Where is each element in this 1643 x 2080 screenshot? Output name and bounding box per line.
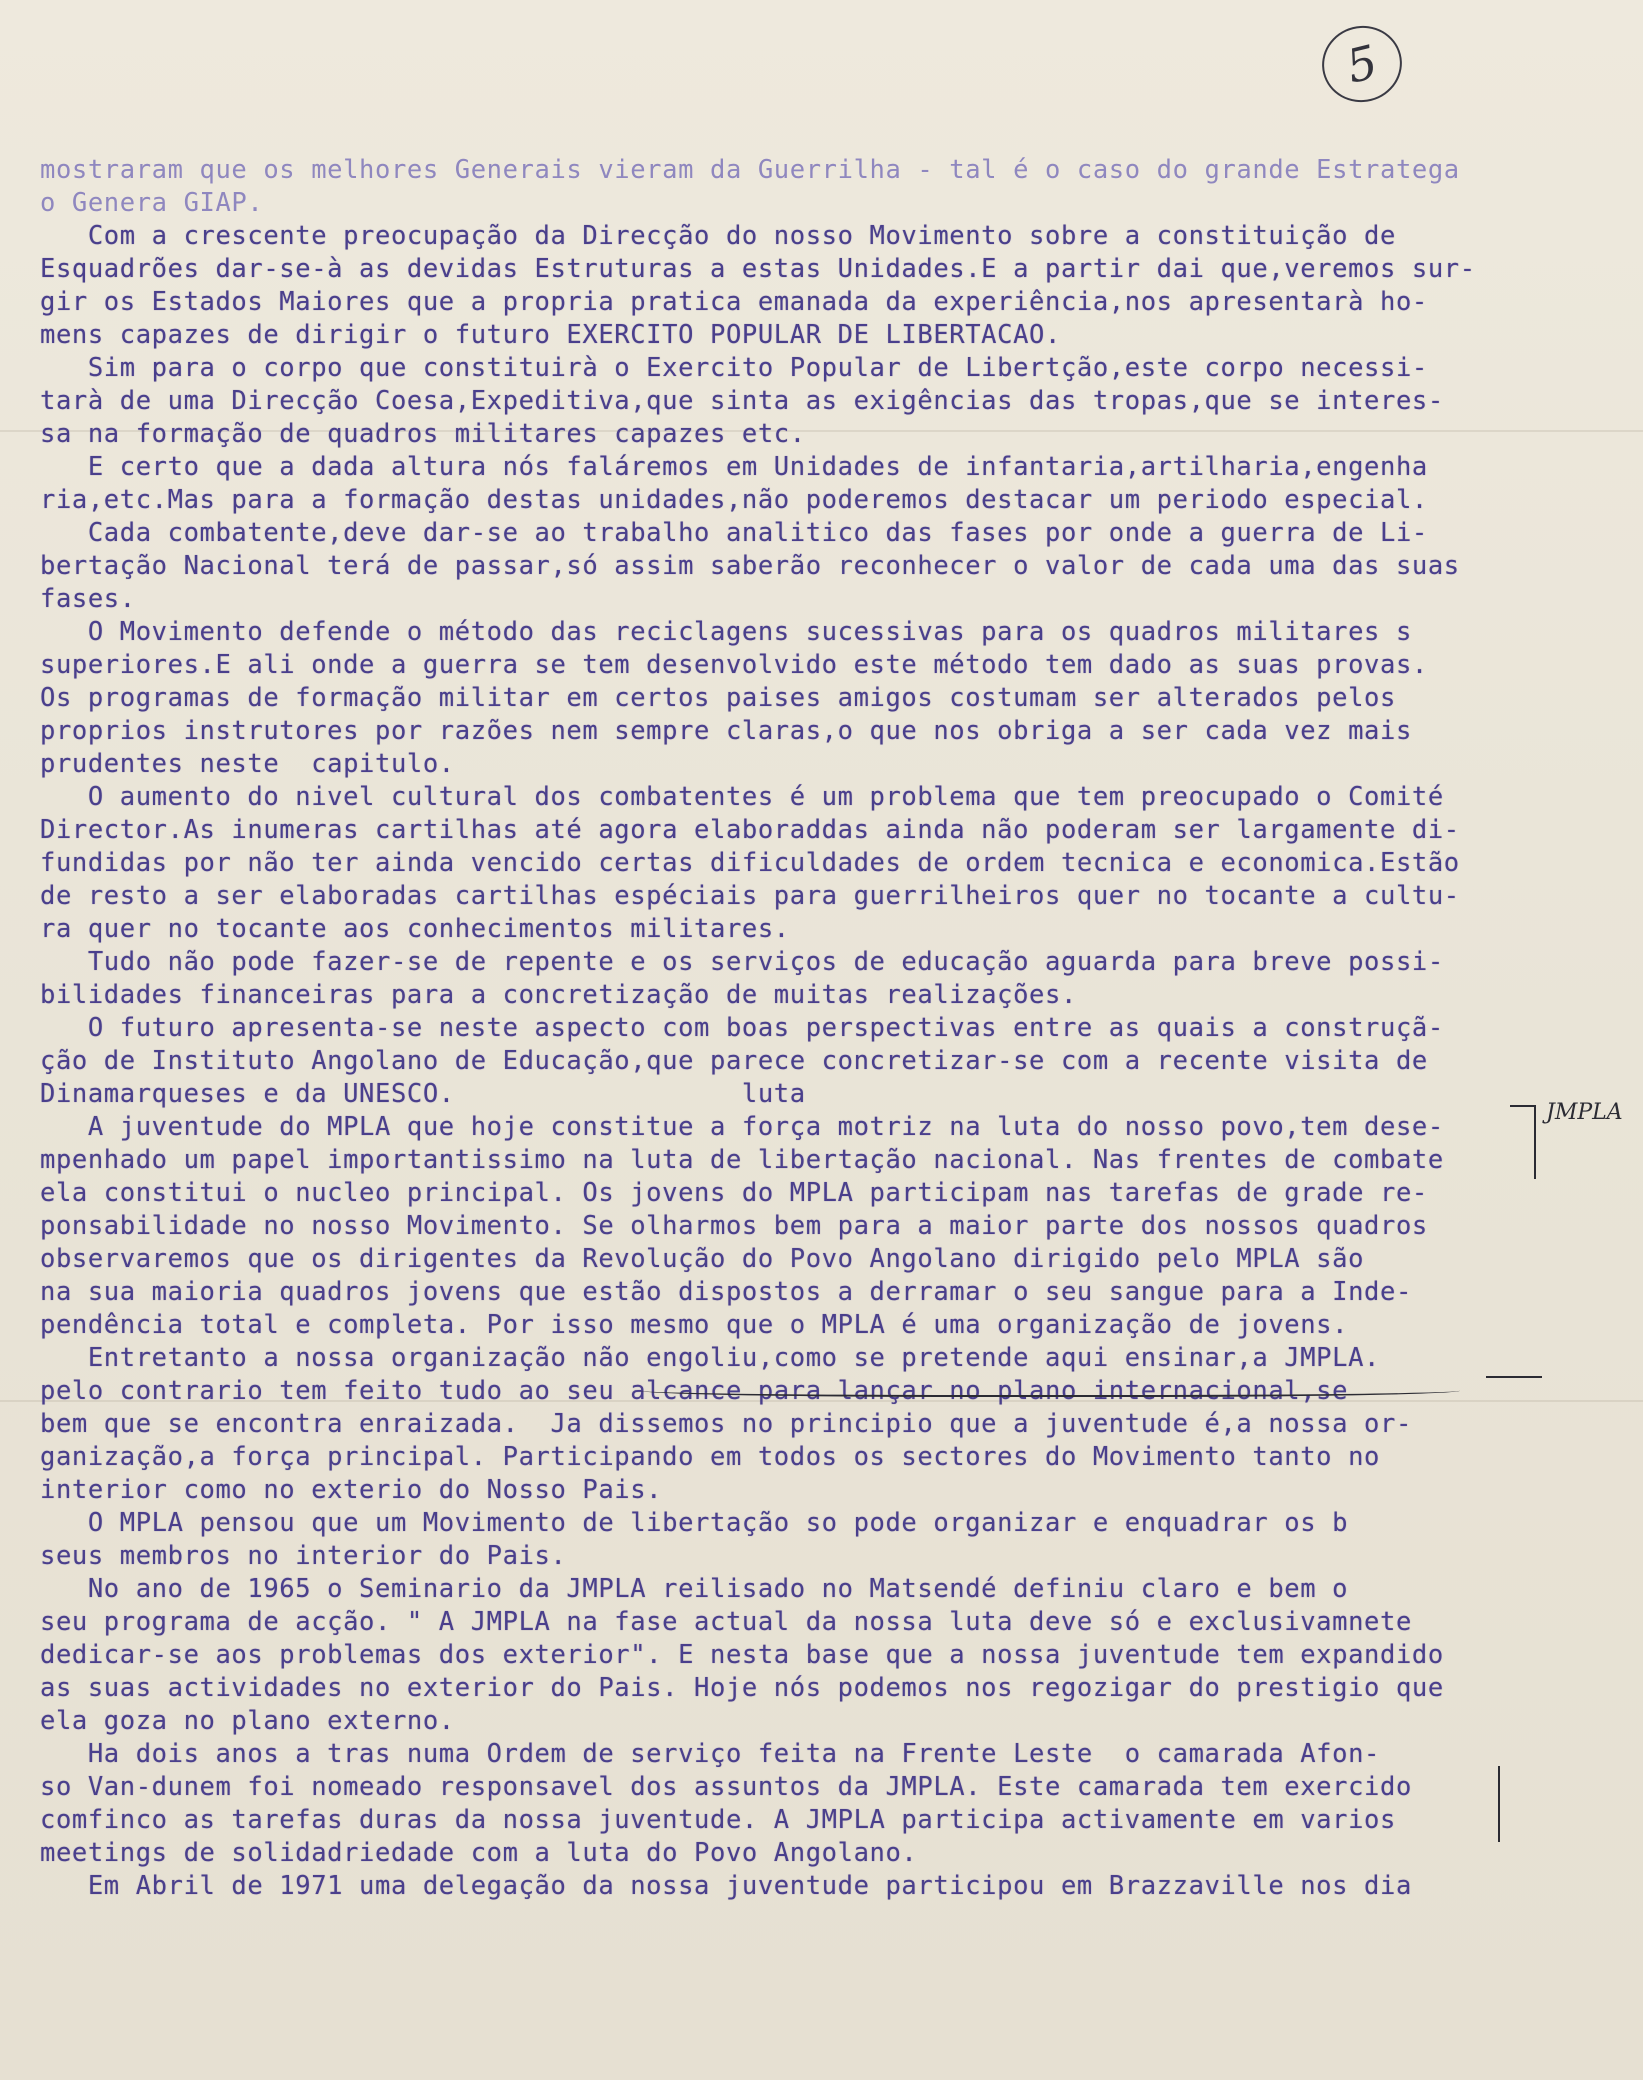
typed-line: Director.As inumeras cartilhas até agora elaboraddas ainda não poderam ser largamente di-: [40, 815, 1460, 845]
typed-line: ria,etc.Mas para a formação destas unidades,não poderemos destacar um periodo especial.: [40, 485, 1428, 515]
typed-line: bertação Nacional terá de passar,só assim saberão reconhecer o valor de cada uma das suas: [40, 551, 1460, 581]
handwritten-dash-mark: [1486, 1376, 1542, 1378]
typed-line: observaremos que os dirigentes da Revolução do Povo Angolano dirigido pelo MPLA são: [40, 1244, 1365, 1274]
handwritten-underline: [640, 1381, 1460, 1397]
typed-line: No ano de 1965 o Seminario da JMPLA reilisado no Matsendé definiu claro e bem o: [40, 1574, 1349, 1604]
typed-line: Entretanto a nossa organização não engoliu,como se pretende aqui ensinar,a JMPLA.: [40, 1343, 1380, 1373]
typed-line: superiores.E ali onde a guerra se tem desenvolvido este método tem dado as suas provas.: [40, 650, 1428, 680]
typed-line: mostraram que os melhores Generais vieram da Guerrilha - tal é o caso do grande Estratega: [40, 155, 1460, 185]
typed-line: gir os Estados Maiores que a propria pratica emanada da experiência,nos apresentarà ho-: [40, 287, 1428, 317]
margin-bracket-mark: [1510, 1105, 1536, 1179]
typed-line: bem que se encontra enraizada. Ja dissemos no principio que a juventude é,a nossa or-: [40, 1409, 1412, 1439]
typed-line: meetings de solidadriedade com a luta do Povo Angolano.: [40, 1838, 918, 1868]
typed-line: pendência total e completa. Por isso mesmo que o MPLA é uma organização de jovens.: [40, 1310, 1349, 1340]
typed-line: ganização,a força principal. Participando em todos os sectores do Movimento tanto no: [40, 1442, 1380, 1472]
typed-line: fundidas por não ter ainda vencido certas dificuldades de ordem tecnica e economica.Estão: [40, 848, 1460, 878]
typed-line: so Van-dunem foi nomeado responsavel dos assuntos da JMPLA. Este camarada tem exercido: [40, 1772, 1412, 1802]
typed-line: Com a crescente preocupação da Direcção do nosso Movimento sobre a constituição de: [40, 221, 1396, 251]
typed-text-body: [40, 154, 1520, 1903]
typed-line: Os programas de formação militar em certos paises amigos costumam ser alterados pelos: [40, 683, 1396, 713]
typed-line: Sim para o corpo que constituirà o Exercito Popular de Libertção,este corpo necessi-: [40, 353, 1428, 383]
typed-line: ra quer no tocante aos conhecimentos militares.: [40, 914, 790, 944]
typed-line: ela constitui o nucleo principal. Os jovens do MPLA participam nas tarefas de grade re-: [40, 1178, 1428, 1208]
typed-line: tarà de uma Direcção Coesa,Expeditiva,que sinta as exigências das tropas,que se interes-: [40, 386, 1444, 416]
typed-line: ela goza no plano externo.: [40, 1706, 455, 1736]
typed-line: ção de Instituto Angolano de Educação,que parece concretizar-se com a recente visita de: [40, 1046, 1428, 1076]
typed-line: A juventude do MPLA que hoje constitue a força motriz na luta do nosso povo,tem dese-: [40, 1112, 1444, 1142]
typed-line: Em Abril de 1971 uma delegação da nossa juventude participou em Brazzaville nos dia: [40, 1871, 1412, 1901]
typed-line: prudentes neste capitulo.: [40, 749, 455, 779]
typed-line: na sua maioria quadros jovens que estão dispostos a derramar o seu sangue para a Inde-: [40, 1277, 1412, 1307]
typed-line: ponsabilidade no nosso Movimento. Se olharmos bem para a maior parte dos nossos quadros: [40, 1211, 1428, 1241]
typed-line: O Movimento defende o método das reciclagens sucessivas para os quadros militares s: [40, 617, 1412, 647]
typed-line: dedicar-se aos problemas dos exterior". E nesta base que a nossa juventude tem expandido: [40, 1640, 1444, 1670]
typed-line: Dinamarqueses e da UNESCO. luta: [40, 1079, 806, 1109]
typed-line: E certo que a dada altura nós faláremos em Unidades de infantaria,artilharia,engenha: [40, 452, 1428, 482]
typed-line: de resto a ser elaboradas cartilhas espéciais para guerrilheiros quer no tocante a cultu-: [40, 881, 1460, 911]
typed-line: Cada combatente,deve dar-se ao trabalho analitico das fases por onde a guerra de Li-: [40, 518, 1428, 548]
typed-line: pelo contrario tem feito tudo ao seu alcance para lançar no plano internacional,se: [40, 1376, 1349, 1406]
typed-line: sa na formação de quadros militares capazes etc.: [40, 419, 806, 449]
typed-line: mens capazes de dirigir o futuro EXERCITO POPULAR DE LIBERTACAO.: [40, 320, 1061, 350]
typed-line: interior como no exterio do Nosso Pais.: [40, 1475, 663, 1505]
typed-line: O MPLA pensou que um Movimento de libertação so pode organizar e enquadrar os b: [40, 1508, 1349, 1538]
typed-line: bilidades financeiras para a concretização de muitas realizações.: [40, 980, 1077, 1010]
circled-page-number: 5: [1314, 17, 1410, 110]
typed-line: O aumento do nivel cultural dos combatentes é um problema que tem preocupado o Comité: [40, 782, 1444, 812]
typed-line: as suas actividades no exterior do Pais. Hoje nós podemos nos regozigar do prestigio que: [40, 1673, 1444, 1703]
typed-line: O futuro apresenta-se neste aspecto com boas perspectivas entre as quais a construçã-: [40, 1013, 1444, 1043]
handwritten-margin-note: JMPLA: [1546, 1100, 1623, 1125]
typed-line: o Genera GIAP.: [40, 188, 264, 218]
typed-line: proprios instrutores por razões nem sempre claras,o que nos obriga a ser cada vez mais: [40, 716, 1412, 746]
typed-line: seu programa de acção. " A JMPLA na fase actual da nossa luta deve só e exclusivamnete: [40, 1607, 1412, 1637]
typed-line: Tudo não pode fazer-se de repente e os serviços de educação aguarda para breve possi-: [40, 947, 1444, 977]
margin-vertical-mark: [1492, 1766, 1500, 1842]
typed-line: comfinco as tarefas duras da nossa juventude. A JMPLA participa activamente em varios: [40, 1805, 1396, 1835]
typed-line: mpenhado um papel importantissimo na luta de libertação nacional. Nas frentes de combate: [40, 1145, 1444, 1175]
typed-line: seus membros no interior do Pais.: [40, 1541, 567, 1571]
typed-line: fases.: [40, 584, 136, 614]
typed-line: Esquadrões dar-se-à as devidas Estruturas a estas Unidades.E a partir dai que,veremos sur-: [40, 254, 1476, 284]
typed-line: Ha dois anos a tras numa Ordem de serviço feita na Frente Leste o camarada Afon-: [40, 1739, 1380, 1769]
